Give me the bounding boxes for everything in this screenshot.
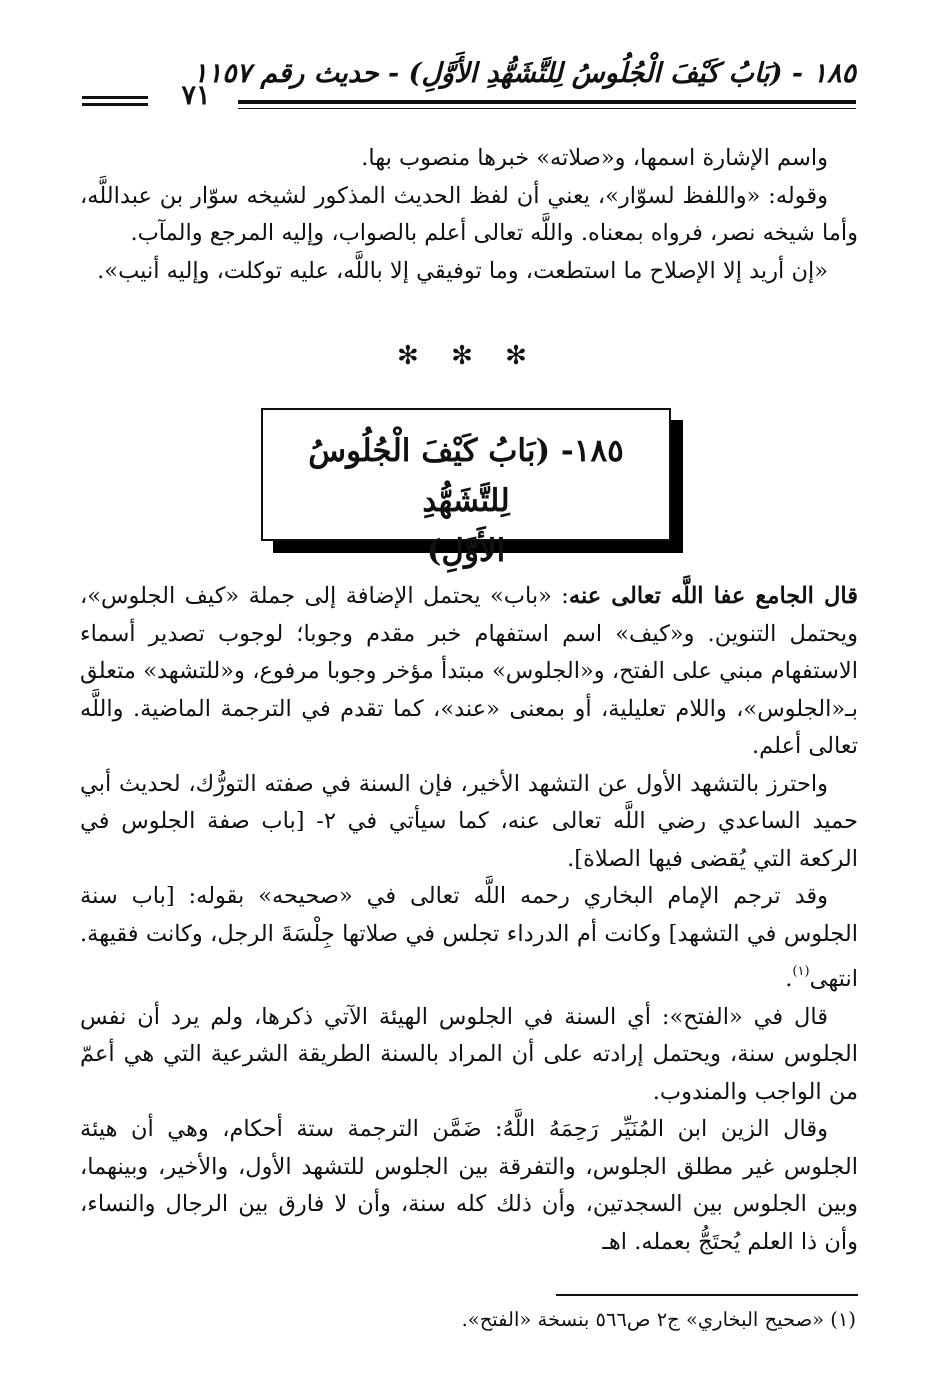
header-rule-left-upper — [82, 96, 148, 99]
intro-paragraph-3: «إن أريد إلا الإصلاح ما استطعت، وما توفيقي إلا باللَّه، عليه توكلت، وإليه أنيب». — [97, 257, 828, 284]
running-header: ١٨٥ - (بَابُ كَيْفَ الْجُلُوسُ لِلتَّشَهُّدِ الأَوَّلِ) - حديث رقم ١١٥٧ — [193, 58, 856, 89]
body-paragraph-3 — [80, 878, 858, 999]
header-rule-left-lower — [82, 103, 148, 106]
intro-paragraph-2: وقوله: «واللفظ لسوّار»، يعني أن لفظ الحديث المذكور لشيخه سوّار بن عبداللَّه، وأما شيخه نصر، فرواه بمعناه. واللَّه تعالى أعلم بالصواب، وإليه المرجع والمآب. — [80, 182, 858, 246]
body-paragraph-2: واحترز بالتشهد الأول عن التشهد الأخير، فإن السنة في صفته التورُّك، لحديث أبي حميد الساعدي رضي اللَّه تعالى عنه، كما سيأتي في ٢- [باب صفة الجلوس في الركعة التي يُقضى فيها الصلاة]. — [80, 770, 858, 872]
chapter-title-line-1: ١٨٥- (بَابُ كَيْفَ الْجُلُوسُ لِلتَّشَهُّدِ — [308, 433, 624, 519]
author-lead: قال الجامع عفا اللَّه تعالى عنه — [568, 583, 858, 609]
header-rule-thick — [238, 100, 856, 104]
body-paragraph-1 — [80, 578, 858, 766]
header-rule-thin — [238, 108, 856, 109]
main-text — [80, 578, 858, 1278]
body-paragraph-5: وقال الزين ابن المُنَيِّر رَحِمَهُ اللَّهُ: ضَمَّن الترجمة ستة أحكام، وهي أن هيئة الجلوس غير مطلق الجلوس، والتفرقة بين الجلوس للتشهد الأول، والأخير، وبينهما، وبين الجلوس بين السجدتين، وأن ذلك كله سنة، وأن لا فارق بين الرجال والنساء، وأن ذا العلم يُحتَجُّ بعمله. اهـ — [80, 1116, 858, 1255]
body-paragraph-3-end: . — [785, 966, 793, 992]
footnote: (١) «صحيح البخاري» ج٢ ص٥٦٦ بنسخة «الفتح». — [461, 1308, 856, 1331]
footnote-reference: (١) — [792, 964, 810, 979]
page-number: ٧١ — [181, 80, 211, 111]
body-paragraph-3-text: وقد ترجم الإمام البخاري رحمه اللَّه تعالى في «صحيحه» بقوله: [باب سنة الجلوس في التشهد] وكانت أم الدرداء تجلس في صلاتها جِلْسَةَ الرجل، وكانت فقيهة. انتهى — [80, 883, 858, 992]
chapter-title-box — [261, 408, 671, 569]
chapter-title-line-2: الأَوَّلِ) — [426, 533, 506, 569]
footnote-rule — [556, 1294, 858, 1296]
section-separator: ✻ ✻ ✻ — [397, 341, 539, 371]
body-paragraph-1-text: : «باب» يحتمل الإضافة إلى جملة «كيف الجلوس»، ويحتمل التنوين. و«كيف» اسم استفهام خبر مقدم وجوبا؛ لوجوب تصدير أسماء الاستفهام مبني على الفتح، و«الجلوس» مبتدأ مؤخر وجوبا مرفوع، و«للتشهد» متعلق بـ«الجلوس»، واللام تعليلية، أو بمعنى «عند»، كما تقدم في الترجمة الماضية. واللَّه تعالى أعلم. — [80, 583, 858, 759]
body-paragraph-4: قال في «الفتح»: أي السنة في الجلوس الهيئة الآتي ذكرها، ولم يرد أن نفس الجلوس سنة، ويحتمل إرادته على أن المراد بالسنة الطريقة الشرعية التي هي أعمّ من الواجب والمندوب. — [80, 1003, 858, 1105]
intro-paragraph-1: واسم الإشارة اسمها، و«صلاته» خبرها منصوب بها. — [361, 145, 828, 171]
intro-text — [80, 140, 858, 360]
